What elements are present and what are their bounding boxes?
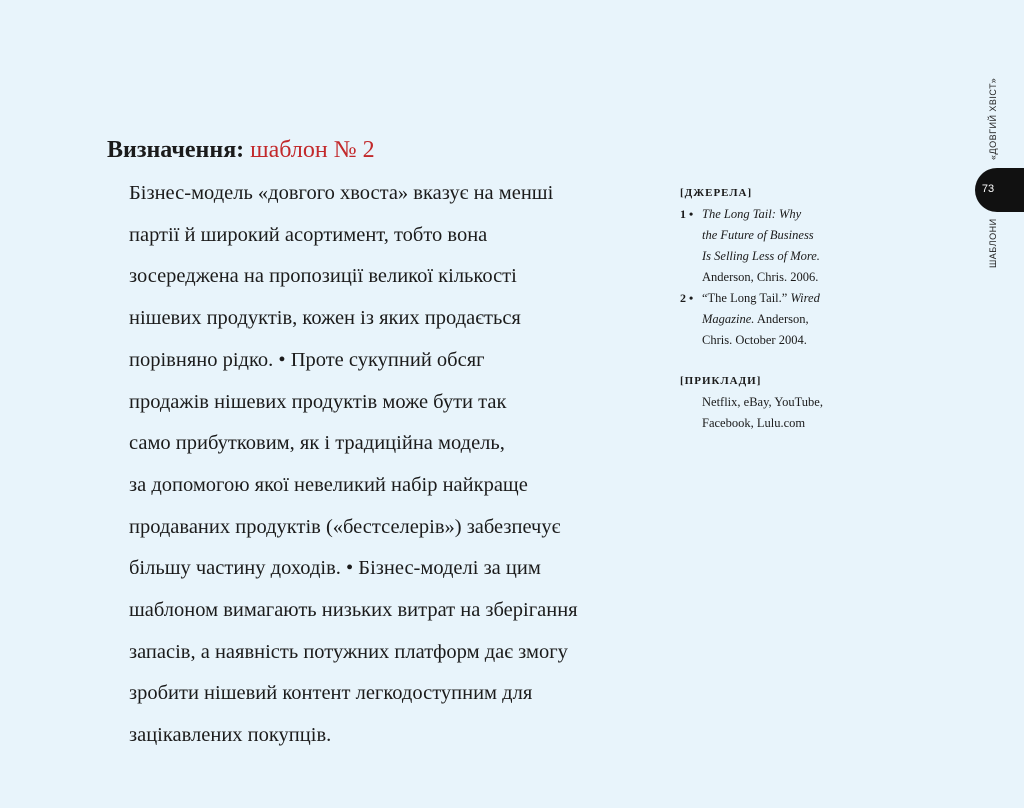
body-line: більшу частину доходів. • Бізнес-моделі за цим: [129, 557, 541, 580]
examples-title: [ПРИКЛАДИ]: [680, 375, 762, 387]
body-line: продаваних продуктів («бестселерів») забезпечує: [129, 515, 561, 538]
ref-line: [702, 288, 855, 309]
source-ref-2: [680, 288, 855, 351]
ref-magazine: Magazine.: [702, 312, 755, 326]
ref-title-line: Is Selling Less of More.: [702, 249, 820, 263]
examples-line: Netflix, eBay, YouTube,: [702, 395, 823, 409]
body-line: зацікавлених покупців.: [129, 724, 332, 747]
body-line: партії й широкий асортимент, тобто вона: [129, 223, 488, 246]
section-label-top: «ДОВГИЙ ХВІСТ»: [988, 77, 998, 160]
body-line: само прибутковим, як і традиційна модель,: [129, 432, 505, 455]
heading-label: Визначення:: [107, 137, 245, 163]
ref-title-line: The Long Tail: Why: [702, 207, 802, 221]
ref-title-line: the Future of Business: [702, 228, 814, 242]
body-line: порівняно рідко. • Проте сукупний обсяг: [129, 348, 485, 371]
examples-line: Facebook, Lulu.com: [702, 416, 806, 430]
ref-author: Anderson, Chris. 2006.: [702, 270, 819, 284]
body-line: зосереджена на пропозиції великої кількості: [129, 265, 517, 288]
source-ref-1: [680, 204, 855, 288]
section-label-bottom: ШАБЛОНИ: [988, 218, 998, 268]
body-line: за допомогою якої невеликий набір найкраще: [129, 473, 528, 496]
body-line: зробити нішевий контент легкодоступним для: [129, 682, 533, 705]
body-line: Бізнес-модель «довгого хвоста» вказує на менші: [129, 182, 554, 204]
body-line: нішевих продуктів, кожен із яких продається: [129, 307, 521, 330]
ref-magazine: Wired: [790, 291, 820, 305]
ref-date: Chris. October 2004.: [702, 333, 807, 347]
ref-number: 1 •: [680, 207, 694, 221]
body-paragraph: [129, 173, 689, 757]
body-line: продажів нішевих продуктів може бути так: [129, 390, 507, 413]
ref-quote: “The Long Tail.”: [702, 291, 791, 305]
section-heading: [107, 135, 375, 165]
sources-title: [ДЖЕРЕЛА]: [680, 187, 753, 199]
ref-author: Anderson,: [754, 312, 809, 326]
page-number: 73: [981, 183, 995, 195]
examples-list: [680, 392, 855, 434]
ref-line: [702, 309, 855, 330]
sidenotes: [680, 183, 855, 434]
ref-number: 2 •: [680, 291, 694, 305]
body-line: шаблоном вимагають низьких витрат на зберігання: [129, 599, 578, 622]
heading-title: шаблон № 2: [250, 137, 375, 163]
body-line: запасів, а наявність потужних платформ дає змогу: [129, 640, 568, 663]
